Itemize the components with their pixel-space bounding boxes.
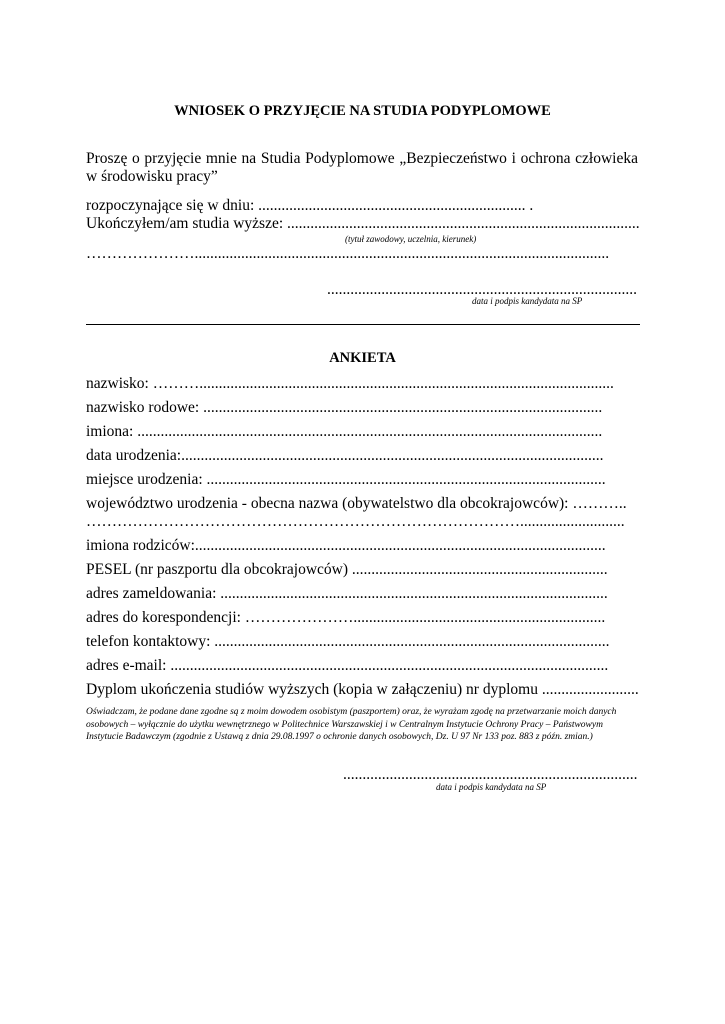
field-wojewodztwo-continuation: …………………………………………………………………………........................... — [86, 513, 625, 530]
field-pesel: PESEL (nr paszportu dla obcokrajowców) .................................................................. — [86, 561, 608, 578]
graduated-line: Ukończyłem/am studia wyższe: ........................................................................................... — [86, 215, 640, 232]
form-title: WNIOSEK O PRZYJĘCIE NA STUDIA PODYPLOMOWE — [174, 103, 551, 119]
field-telefon: telefon kontaktowy: ...................................................................................................... — [86, 633, 610, 650]
field-data-urodzenia: data urodzenia:............................................................................................................. — [86, 447, 604, 464]
signature-dots: ................................................................................ — [327, 281, 637, 298]
field-wojewodztwo: województwo urodzenia - obecna nazwa (obywatelstwo dla obcokrajowców): ……….. — [86, 495, 627, 512]
intro-paragraph: Proszę o przyjęcie mnie na Studia Podyplomowe „Bezpieczeństwo i ochrona człowieka w środowisku pracy” — [86, 150, 638, 185]
field-nazwisko: nazwisko: ………........................................................................................................... — [86, 375, 614, 392]
continuation-line: …………………........................................................................................................... — [86, 245, 610, 262]
consent-statement: Oświadczam, że podane dane zgodne są z moim dowodem osobistym (paszportem) oraz, że wyrażam zgodę na przetwarzanie moich danych osobowych – wyłącznie do użytku wewnętrznego w Politechnice Warszawskiej i w Centralnym Instytucie Ochrony Pracy – Państwowym Instytucie Badawczym (zgodnie z Ustawą z dnia 29.08.1997 o ochronie danych osobowych, Dz. U 97 Nr 133 poz. 883 z późn. zmian.) — [86, 707, 617, 742]
field-nazwisko-rodowe: nazwisko rodowe: ....................................................................................................... — [86, 399, 603, 416]
ankieta-title: ANKIETA — [329, 350, 396, 366]
field-adres-korespondencji: adres do korespondencji: …………………................................................................. — [86, 609, 606, 626]
signature-caption-2: data i podpis kandydata na SP — [436, 782, 547, 792]
field-adres-zameldowania: adres zameldowania: .................................................................................................... — [86, 585, 608, 602]
graduated-hint: (tytuł zawodowy, uczelnia, kierunek) — [345, 234, 477, 244]
signature-dots-2: ............................................................................ — [343, 766, 638, 783]
start-date-line: rozpoczynające się w dniu: ..................................................................... . — [86, 197, 534, 214]
field-dyplom: Dyplom ukończenia studiów wyższych (kopia w załączeniu) nr dyplomu ......................... — [86, 681, 639, 698]
field-imiona-rodzicow: imiona rodziców:.......................................................................................................... — [86, 537, 606, 554]
section-divider — [86, 324, 640, 325]
signature-caption: data i podpis kandydata na SP — [472, 296, 583, 306]
field-email: adres e-mail: ................................................................................................................. — [86, 657, 609, 674]
field-miejsce-urodzenia: miejsce urodzenia: ....................................................................................................... — [86, 471, 606, 488]
field-imiona: imiona: ........................................................................................................................ — [86, 423, 603, 440]
